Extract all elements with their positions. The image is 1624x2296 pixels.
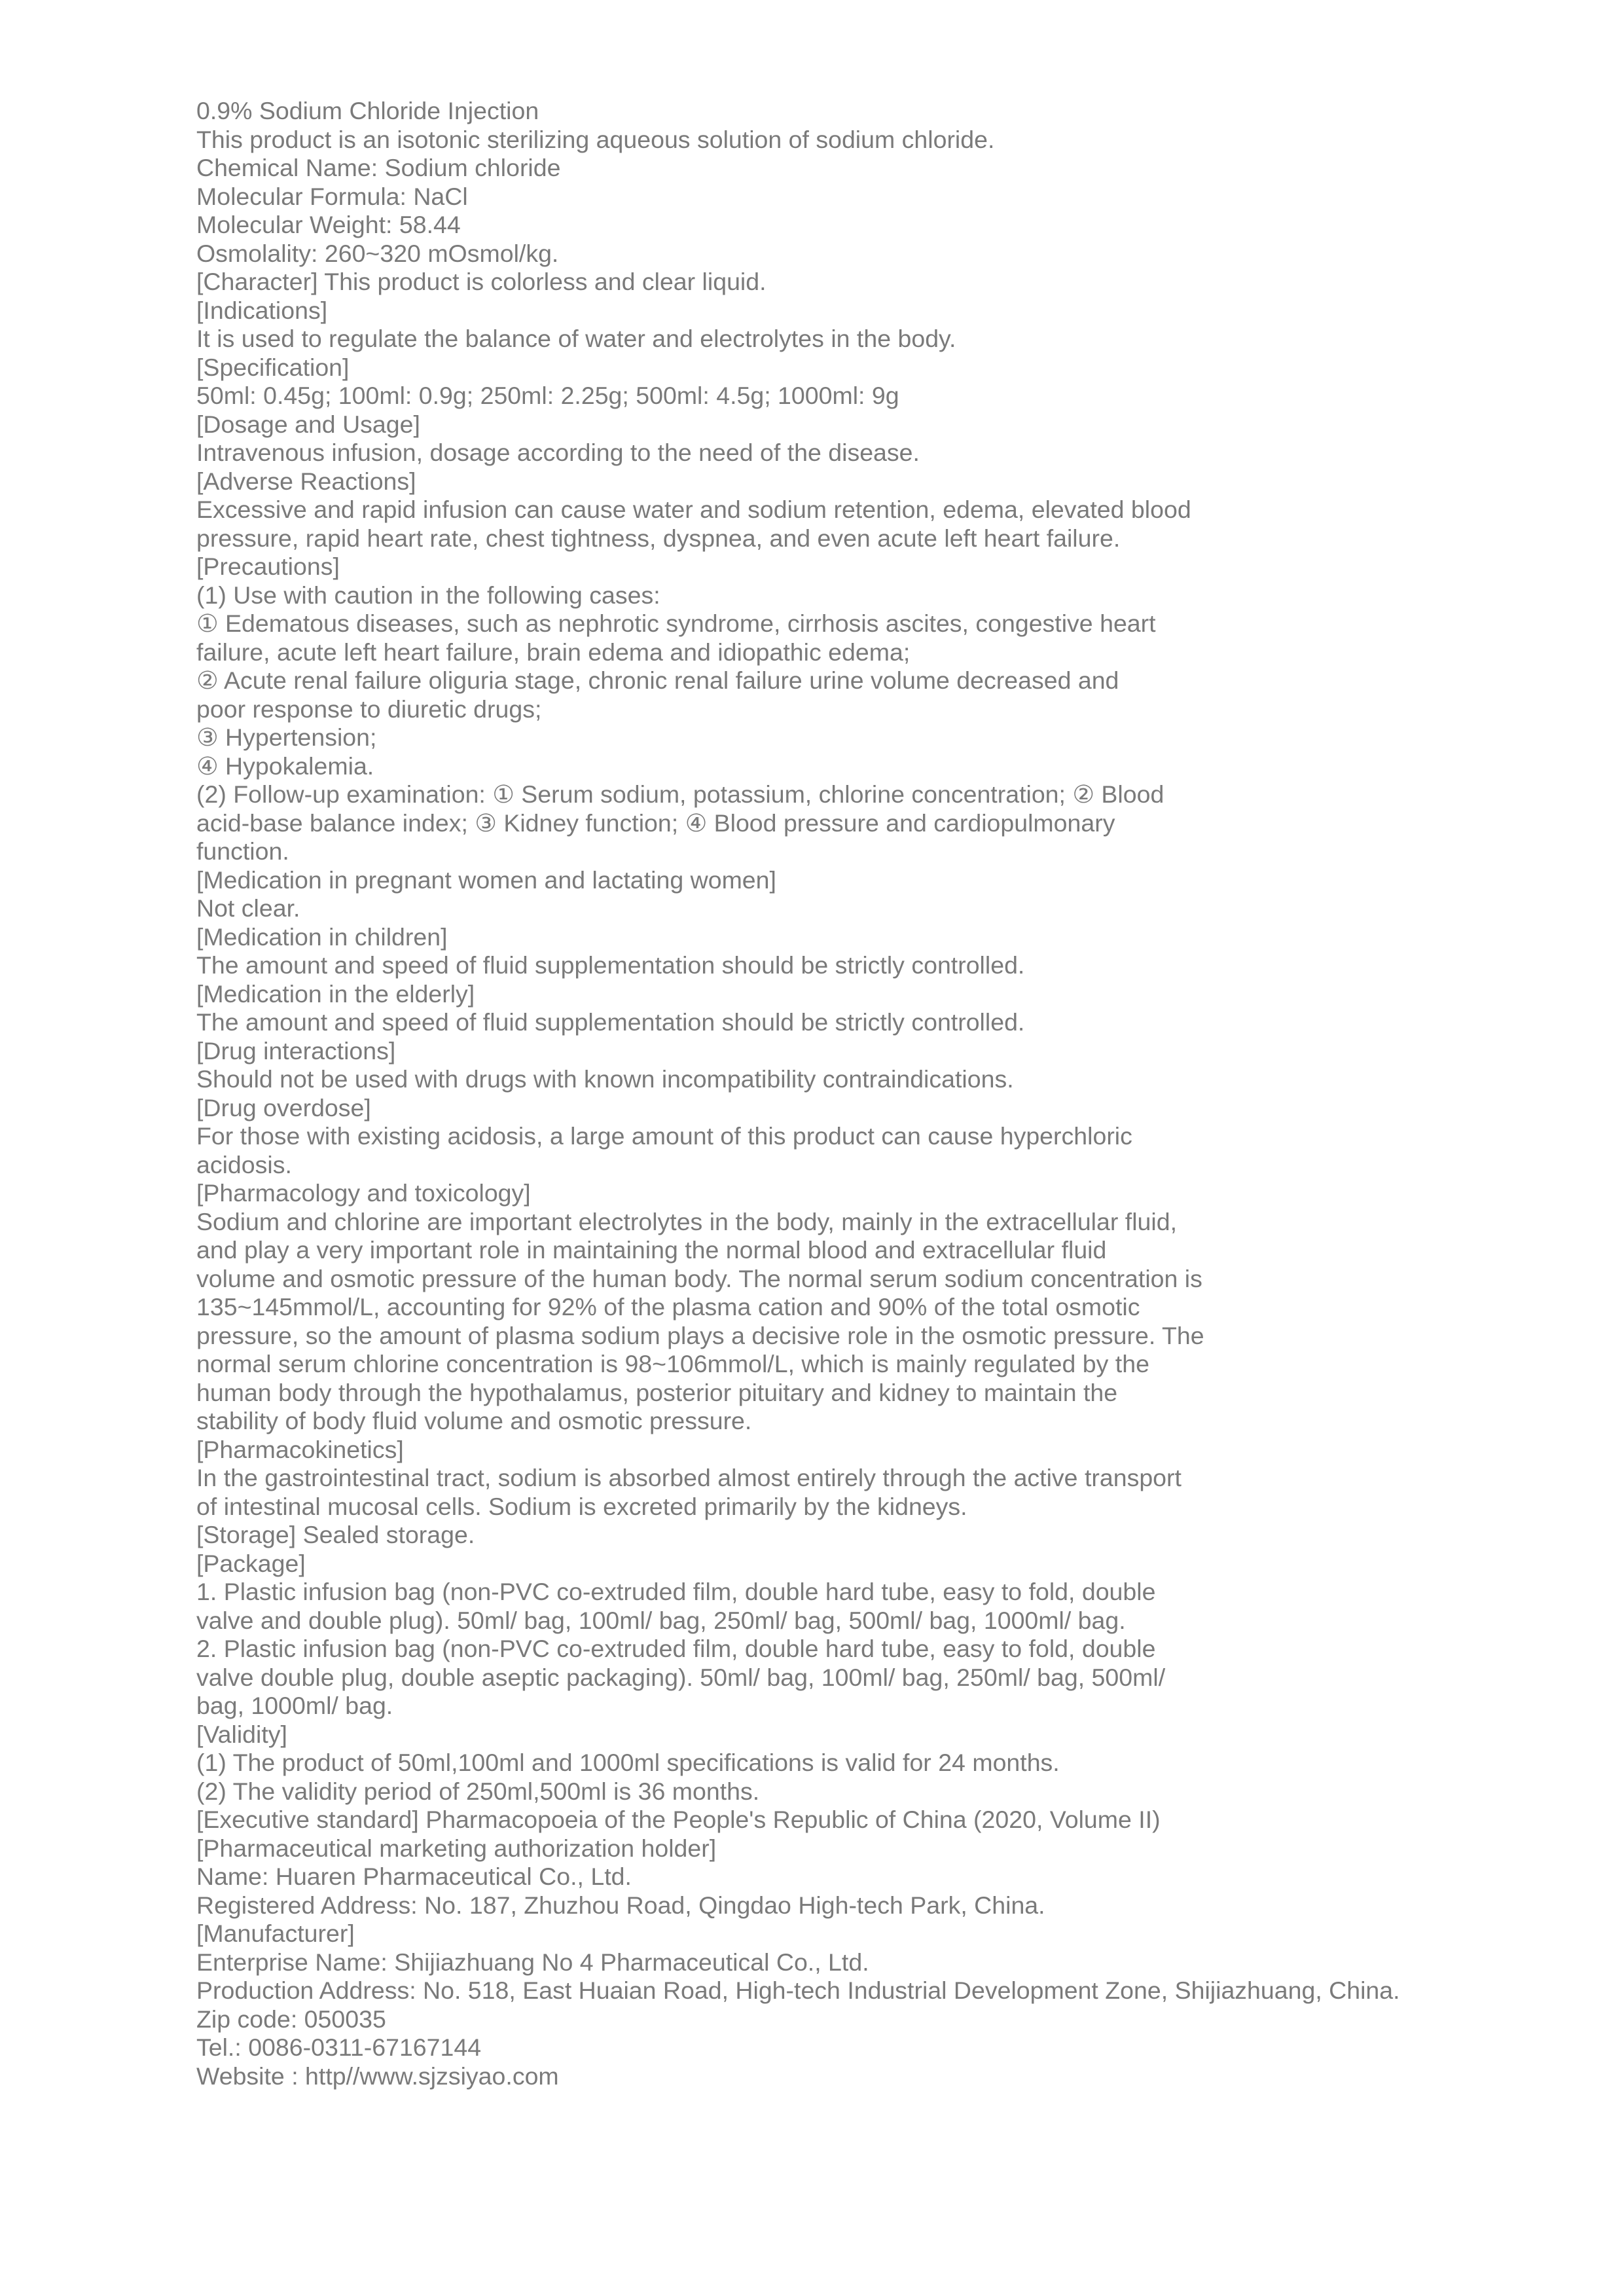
text-line: Chemical Name: Sodium chloride [196,154,561,181]
text-line: 0.9% Sodium Chloride Injection [196,97,539,124]
text-line: [Drug interactions] [196,1036,396,1065]
text-line: pressure, so the amount of plasma sodium plays a decisive role in the osmotic pressure. The [196,1321,1204,1349]
text-line: normal serum chlorine concentration is 98~106mmol/L, which is mainly regulated by the [196,1350,1149,1377]
text-line: [Pharmaceutical marketing authorization holder] [196,1834,717,1862]
text-line: valve double plug, double aseptic packaging). 50ml/ bag, 100ml/ bag, 250ml/ bag, 500ml/ [196,1663,1166,1691]
text-line: Website : http//www.sjzsiyao.com [196,2062,559,2090]
text-line: Production Address: No. 518, East Huaian Road, High-tech Industrial Development Zone, Shijiazhuang, China. [196,1977,1400,2004]
text-line: of intestinal mucosal cells. Sodium is excreted primarily by the kidneys. [196,1492,967,1520]
text-line: [Adverse Reactions] [196,467,416,495]
text-line: ④ Hypokalemia. [196,752,374,780]
text-line: The amount and speed of fluid supplementation should be strictly controlled. [196,1008,1025,1036]
text-line: (1) Use with caution in the following cases: [196,581,660,609]
text-line: and play a very important role in maintaining the normal blood and extracellular fluid [196,1236,1107,1264]
text-line: [Precautions] [196,553,340,580]
text-line: valve and double plug). 50ml/ bag, 100ml/ bag, 250ml/ bag, 500ml/ bag, 1000ml/ bag. [196,1606,1126,1634]
document-text [196,97,1571,2090]
text-line: bag, 1000ml/ bag. [196,1692,393,1719]
text-line: Name: Huaren Pharmaceutical Co., Ltd. [196,1863,632,1890]
text-line: 1. Plastic infusion bag (non-PVC co-extruded film, double hard tube, easy to fold, double [196,1578,1156,1605]
text-line: [Manufacturer] [196,1920,355,1947]
text-line: Zip code: 050035 [196,2005,386,2033]
text-line: The amount and speed of fluid supplementation should be strictly controlled. [196,951,1025,979]
text-line: volume and osmotic pressure of the human body. The normal serum sodium concentration is [196,1264,1202,1292]
text-line: [Indications] [196,296,328,324]
text-line: ② Acute renal failure oliguria stage, chronic renal failure urine volume decreased and [196,666,1119,694]
text-line: (2) Follow-up examination: ① Serum sodium, potassium, chlorine concentration; ② Blood [196,780,1164,808]
text-line: [Dosage and Usage] [196,410,420,438]
text-line: [Pharmacology and toxicology] [196,1179,531,1207]
text-line: Tel.: 0086-0311-67167144 [196,2033,482,2061]
text-line: Enterprise Name: Shijiazhuang No 4 Pharmaceutical Co., Ltd. [196,1948,869,1976]
text-line: [Medication in pregnant women and lactating women] [196,866,776,894]
text-line: [Storage] Sealed storage. [196,1521,475,1548]
text-line: 135~145mmol/L, accounting for 92% of the plasma cation and 90% of the total osmotic [196,1293,1140,1321]
text-line: acid-base balance index; ③ Kidney function; ④ Blood pressure and cardiopulmonary [196,809,1115,837]
text-line: ③ Hypertension; [196,723,377,751]
text-line: [Specification] [196,353,350,381]
text-line: function. [196,837,289,865]
text-line: This product is an isotonic sterilizing aqueous solution of sodium chloride. [196,125,995,153]
text-line: [Medication in children] [196,922,448,951]
text-line: 2. Plastic infusion bag (non-PVC co-extruded film, double hard tube, easy to fold, double [196,1635,1156,1662]
text-line: poor response to diuretic drugs; [196,695,542,723]
text-line: It is used to regulate the balance of water and electrolytes in the body. [196,325,956,352]
text-line: [Validity] [196,1720,287,1748]
text-line: [Pharmacokinetics] [196,1435,404,1463]
text-line: failure, acute left heart failure, brain edema and idiopathic edema; [196,638,911,666]
text-line: [Executive standard] Pharmacopoeia of the People's Republic of China (2020, Volume II) [196,1806,1161,1833]
text-line: Osmolality: 260~320 mOsmol/kg. [196,239,559,267]
text-line: [Package] [196,1549,306,1577]
text-line: For those with existing acidosis, a large amount of this product can cause hyperchloric [196,1122,1132,1150]
text-line: acidosis. [196,1150,292,1178]
text-line: human body through the hypothalamus, posterior pituitary and kidney to maintain the [196,1378,1118,1406]
text-line: [Drug overdose] [196,1093,371,1121]
text-line: Excessive and rapid infusion can cause water and sodium retention, edema, elevated blood [196,496,1191,523]
text-line: Molecular Formula: NaCl [196,182,468,210]
text-line: Intravenous infusion, dosage according to the need of the disease. [196,439,920,466]
text-line: ① Edematous diseases, such as nephrotic syndrome, cirrhosis ascites, congestive heart [196,610,1156,637]
text-line: 50ml: 0.45g; 100ml: 0.9g; 250ml: 2.25g; 500ml: 4.5g; 1000ml: 9g [196,382,899,409]
text-line: Registered Address: No. 187, Zhuzhou Road, Qingdao High-tech Park, China. [196,1891,1045,1919]
text-line: Sodium and chlorine are important electrolytes in the body, mainly in the extracellular fluid, [196,1207,1177,1235]
text-line: [Medication in the elderly] [196,979,475,1008]
text-line: Should not be used with drugs with known incompatibility contraindications. [196,1065,1014,1093]
text-line: (2) The validity period of 250ml,500ml is 36 months. [196,1777,760,1805]
text-line: Not clear. [196,894,300,922]
text-line: Molecular Weight: 58.44 [196,211,461,238]
text-line: In the gastrointestinal tract, sodium is absorbed almost entirely through the active transport [196,1464,1182,1491]
text-line: stability of body fluid volume and osmotic pressure. [196,1407,752,1434]
text-line: (1) The product of 50ml,100ml and 1000ml specifications is valid for 24 months. [196,1749,1060,1776]
text-line: pressure, rapid heart rate, chest tightness, dyspnea, and even acute left heart failure. [196,524,1121,552]
text-line: [Character] This product is colorless and clear liquid. [196,268,767,295]
